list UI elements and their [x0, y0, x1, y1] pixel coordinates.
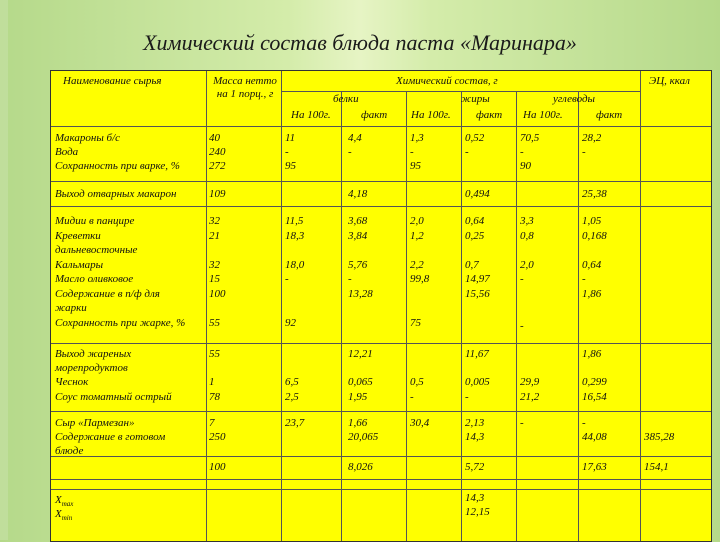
header-chem: Химический состав, г	[396, 75, 498, 87]
mass-value: 40	[209, 132, 220, 144]
value-cell: 3,68	[348, 215, 368, 227]
row-label: Выход отварных макарон	[55, 188, 177, 200]
value-cell: 4,4	[348, 132, 362, 144]
mass-value: 15	[209, 273, 220, 285]
value-cell: 0,64	[582, 259, 602, 271]
row-label: Мидии в панцире	[55, 215, 135, 227]
header-name: Наименование сырья	[63, 75, 162, 87]
value-cell: -	[285, 146, 289, 158]
value-cell: -	[520, 273, 524, 285]
grid-line	[51, 411, 711, 412]
value-cell: -	[520, 146, 524, 158]
value-cell: 0,64	[465, 215, 485, 227]
value-cell: 1,66	[348, 417, 368, 429]
value-cell: -	[348, 273, 352, 285]
value-cell: 0,005	[465, 376, 490, 388]
value-cell: -	[465, 146, 469, 158]
mass-value: 272	[209, 160, 226, 172]
value-cell: 20,065	[348, 431, 379, 443]
mass-value: 21	[209, 230, 220, 242]
value-cell: 0,25	[465, 230, 485, 242]
value-cell: 8,026	[348, 461, 373, 473]
mass-value: 32	[209, 259, 220, 271]
value-cell: -	[410, 146, 414, 158]
value-cell: 90	[520, 160, 531, 172]
value-cell: 30,4	[410, 417, 430, 429]
row-label: Сохранность при варке, %	[55, 160, 180, 172]
header-per100: На 100г.	[411, 109, 451, 121]
value-cell: 1,05	[582, 215, 602, 227]
mass-value: 240	[209, 146, 226, 158]
row-label: Вода	[55, 146, 79, 158]
value-cell: 15,56	[465, 288, 490, 300]
header-fact: факт	[476, 109, 503, 121]
header-carbs: углеводы	[553, 93, 595, 105]
header-fact: факт	[361, 109, 388, 121]
mass-value: 100	[209, 288, 226, 300]
value-cell: 0,299	[582, 376, 607, 388]
energy-value: 385,28	[644, 431, 675, 443]
value-cell: 14,3	[465, 492, 485, 504]
value-cell: 28,2	[582, 132, 602, 144]
value-cell: -	[582, 417, 586, 429]
header-energy: ЭЦ, ккал	[649, 75, 690, 87]
grid-line	[640, 71, 641, 541]
row-label: Сохранность при жарке, %	[55, 317, 186, 329]
value-cell: 95	[285, 160, 296, 172]
grid-line	[51, 479, 711, 480]
value-cell: 14,97	[465, 273, 490, 285]
grid-line	[516, 91, 517, 541]
value-cell: -	[410, 391, 414, 403]
row-label: Выход жареных	[55, 348, 132, 360]
row-label: Креветки	[55, 230, 101, 242]
value-cell: -	[582, 273, 586, 285]
value-cell: 5,76	[348, 259, 368, 271]
mass-value: 100	[209, 461, 226, 473]
value-cell: 3,84	[348, 230, 368, 242]
grid-line	[406, 91, 407, 541]
value-cell: 92	[285, 317, 296, 329]
value-cell: 25,38	[582, 188, 607, 200]
value-cell: 6,5	[285, 376, 299, 388]
value-cell: 12,21	[348, 348, 373, 360]
row-label: Чеснок	[55, 376, 89, 388]
mass-value: 109	[209, 188, 226, 200]
row-label: Соус томатный острый	[55, 391, 172, 403]
grid-line	[341, 91, 342, 541]
row-label: Содержание в п/ф для	[55, 288, 160, 300]
value-cell: 99,8	[410, 273, 430, 285]
grid-line	[281, 91, 640, 92]
value-cell: 21,2	[520, 391, 540, 403]
value-cell: 12,15	[465, 506, 490, 518]
value-cell: 2,13	[465, 417, 485, 429]
value-cell: 18,0	[285, 259, 305, 271]
value-cell: -	[520, 417, 524, 429]
mass-value: 55	[209, 317, 220, 329]
value-cell: 2,0	[410, 215, 424, 227]
header-mass: Масса нетто на 1 порц., г	[213, 75, 277, 100]
slide-accent	[0, 0, 8, 540]
grid-line	[578, 91, 579, 541]
grid-line	[51, 206, 711, 207]
value-cell: 14,3	[465, 431, 485, 443]
header-per100: На 100г.	[523, 109, 563, 121]
header-per100: На 100г.	[291, 109, 331, 121]
value-cell: 1,86	[582, 348, 602, 360]
value-cell: 16,54	[582, 391, 607, 403]
mass-value: 78	[209, 391, 220, 403]
value-cell: 11,67	[465, 348, 489, 360]
grid-line	[281, 71, 282, 541]
row-label: блюде	[55, 445, 84, 457]
row-label: Сыр «Пармезан»	[55, 417, 135, 429]
value-cell: -	[582, 146, 586, 158]
value-cell: 13,28	[348, 288, 373, 300]
mass-value: 250	[209, 431, 226, 443]
mass-value: 55	[209, 348, 220, 360]
row-label: жарки	[55, 302, 87, 314]
value-cell: 44,08	[582, 431, 607, 443]
xmin-label: $X_{min}$	[55, 508, 73, 523]
value-cell: 1,95	[348, 391, 368, 403]
value-cell: 3,3	[520, 215, 534, 227]
value-cell: 0,52	[465, 132, 485, 144]
header-proteins: белки	[333, 93, 359, 105]
row-label: Содержание в готовом	[55, 431, 166, 443]
grid-line	[51, 456, 711, 457]
header-fats: жиры	[461, 93, 490, 105]
value-cell: 4,18	[348, 188, 368, 200]
value-cell: 0,8	[520, 230, 534, 242]
row-label: Кальмары	[55, 259, 104, 271]
value-cell: 18,3	[285, 230, 305, 242]
grid-line	[51, 126, 711, 127]
mass-value: 1	[209, 376, 215, 388]
grid-line	[51, 343, 711, 344]
value-cell: 0,168	[582, 230, 607, 242]
value-cell: -	[520, 320, 524, 332]
value-cell: 2,0	[520, 259, 534, 271]
header-fact: факт	[596, 109, 623, 121]
value-cell: 0,7	[465, 259, 479, 271]
value-cell: -	[465, 391, 469, 403]
energy-value: 154,1	[644, 461, 669, 473]
value-cell: 95	[410, 160, 421, 172]
value-cell: 17,63	[582, 461, 607, 473]
mass-value: 7	[209, 417, 215, 429]
value-cell: 75	[410, 317, 421, 329]
grid-line	[51, 181, 711, 182]
value-cell: 11,5	[285, 215, 304, 227]
value-cell: 11	[285, 132, 296, 144]
value-cell: 1,86	[582, 288, 602, 300]
row-label: Макароны б/с	[55, 132, 121, 144]
value-cell: 2,5	[285, 391, 299, 403]
value-cell: 70,5	[520, 132, 540, 144]
value-cell: 1,3	[410, 132, 424, 144]
value-cell: 5,72	[465, 461, 485, 473]
value-cell: 0,065	[348, 376, 373, 388]
row-label: дальневосточные	[55, 244, 138, 256]
xmax-label: $X_{max}$	[55, 494, 74, 509]
grid-line	[51, 489, 711, 490]
value-cell: -	[285, 273, 289, 285]
grid-line	[461, 91, 462, 541]
value-cell: 0,494	[465, 188, 490, 200]
value-cell: 29,9	[520, 376, 540, 388]
value-cell: 1,2	[410, 230, 424, 242]
mass-value: 32	[209, 215, 220, 227]
composition-table	[50, 70, 712, 542]
slide-title: Химический состав блюда паста «Маринара»	[143, 30, 577, 55]
value-cell: 0,5	[410, 376, 424, 388]
row-label: Масло оливковое	[55, 273, 134, 285]
value-cell: 2,2	[410, 259, 424, 271]
grid-line	[206, 71, 207, 541]
value-cell: 23,7	[285, 417, 305, 429]
value-cell: -	[348, 146, 352, 158]
row-label: морепродуктов	[55, 362, 128, 374]
